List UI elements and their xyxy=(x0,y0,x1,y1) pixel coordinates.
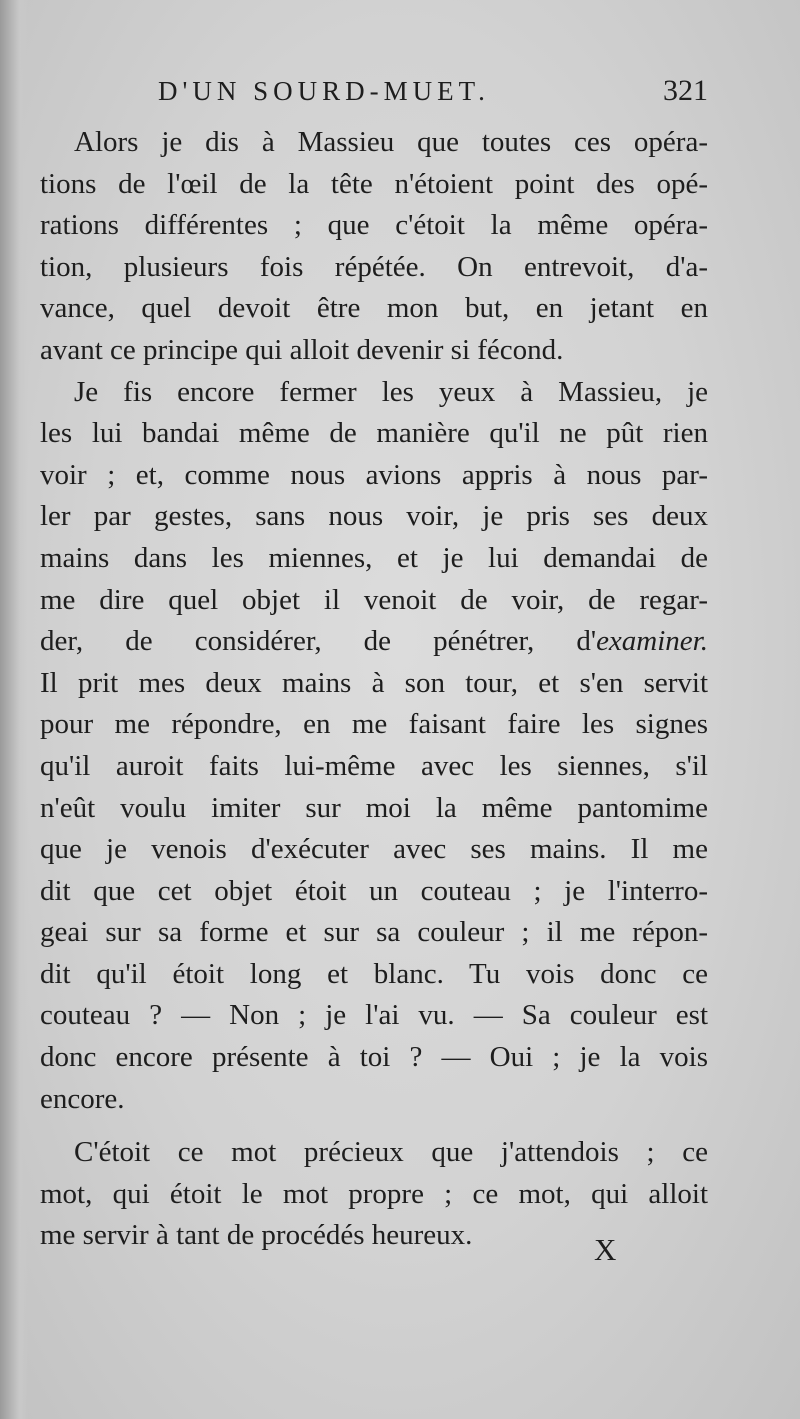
text-line: mains dans les miennes, et je lui demandai de xyxy=(40,541,708,574)
text-line: dit que cet objet étoit un couteau ; je l'interro- xyxy=(40,874,708,907)
text-line: avant ce principe qui alloit devenir si fécond. xyxy=(40,333,564,366)
page-number: 321 xyxy=(663,74,708,107)
text-line: vance, quel devoit être mon but, en jetant en xyxy=(40,292,708,325)
text-line: mot, qui étoit le mot propre ; ce mot, qui alloit xyxy=(40,1177,708,1210)
text-line: Il prit mes deux mains à son tour, et s'en servit xyxy=(40,666,708,699)
signature-mark: X xyxy=(594,1232,617,1267)
page-header xyxy=(40,76,708,116)
text-line: donc encore présente à toi ? — Oui ; je la vois xyxy=(40,1041,708,1074)
text-line: qu'il auroit faits lui-même avec les siennes, s'il xyxy=(40,749,708,782)
running-head: D'UN SOURD-MUET. xyxy=(158,76,490,106)
text-line: couteau ? — Non ; je l'ai vu. — Sa couleur est xyxy=(40,999,708,1032)
text-line: me dire quel objet il venoit de voir, de regar- xyxy=(40,583,708,616)
text-line: tions de l'œil de la tête n'étoient point des opé- xyxy=(40,167,708,200)
text-line: C'étoit ce mot précieux que j'attendois ; ce xyxy=(74,1136,708,1169)
italic-word: examiner. xyxy=(596,625,708,658)
page-gutter-shadow xyxy=(0,0,28,1419)
text-line: der, de considérer, de pénétrer, d'examiner. xyxy=(40,625,708,658)
text-line: encore. xyxy=(40,1082,125,1115)
text-line: voir ; et, comme nous avions appris à nous par- xyxy=(40,458,708,491)
text-line: tion, plusieurs fois répétée. On entrevoit, d'a- xyxy=(40,250,708,283)
text-line: me servir à tant de procédés heureux. xyxy=(40,1219,473,1252)
text-line: dit qu'il étoit long et blanc. Tu vois donc ce xyxy=(40,957,708,990)
text-line: n'eût voulu imiter sur moi la même pantomime xyxy=(40,791,708,824)
text-line: les lui bandai même de manière qu'il ne pût rien xyxy=(40,417,708,450)
text-line: Je fis encore fermer les yeux à Massieu, je xyxy=(74,375,708,408)
text-line: geai sur sa forme et sur sa couleur ; il me répon- xyxy=(40,916,708,949)
text-line: que je venois d'exécuter avec ses mains. Il me xyxy=(40,833,708,866)
text-line: rations différentes ; que c'étoit la même opéra- xyxy=(40,209,708,242)
text-line: pour me répondre, en me faisant faire les signes xyxy=(40,708,708,741)
text-line: Alors je dis à Massieu que toutes ces opéra- xyxy=(74,126,708,158)
body-text xyxy=(40,122,708,1257)
text-line: ler par gestes, sans nous voir, je pris ses deux xyxy=(40,500,708,533)
